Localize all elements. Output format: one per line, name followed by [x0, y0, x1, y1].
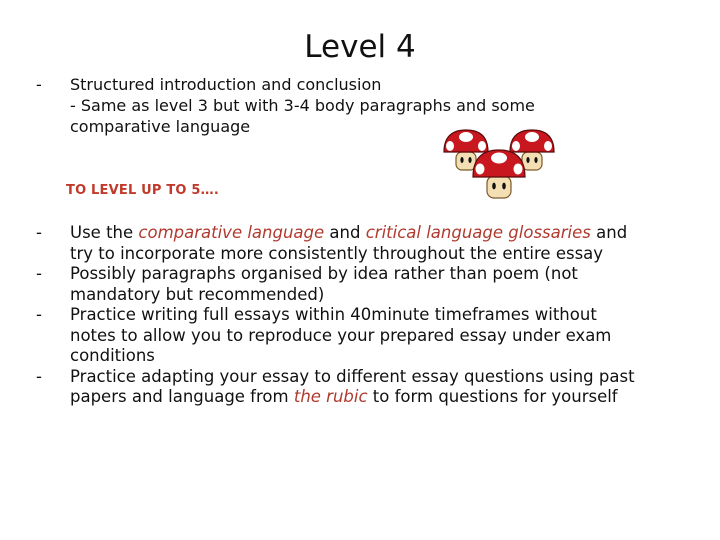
list-item	[30, 223, 700, 264]
list-item	[30, 367, 700, 408]
list-item	[30, 264, 700, 305]
list-item-line: notes to allow you to reproduce your prepared essay under exam	[70, 325, 612, 345]
text-run: papers and language from	[70, 387, 294, 406]
bullet-dash: -	[36, 264, 42, 283]
list-item-line: Practice adapting your essay to different essay questions using past	[70, 366, 635, 386]
intro-line-2: - Same as level 3 but with 3-4 body paragraphs and some	[70, 96, 535, 115]
list-item-line	[70, 387, 700, 408]
text-run: and	[324, 223, 366, 242]
intro-line-3: comparative language	[70, 117, 251, 136]
text-run: Use the	[70, 223, 139, 242]
slide-title-text: Level 4	[304, 29, 416, 65]
text-run: and	[590, 223, 628, 242]
bullet-dash: -	[36, 223, 42, 242]
list-item-line: conditions	[70, 346, 155, 365]
list-item	[30, 305, 700, 367]
intro-line-1: Structured introduction and conclusion	[70, 75, 382, 94]
list-item-line: try to incorporate more consistently throughout the entire essay	[70, 243, 604, 263]
comparative-language-link: comparative language	[138, 223, 325, 242]
rubic-link: the rubic	[293, 387, 368, 406]
bullet-dash: -	[36, 75, 42, 94]
level-up-heading: TO LEVEL UP TO 5….	[66, 183, 219, 198]
bullet-dash: -	[36, 366, 42, 386]
bullet-dash: -	[36, 305, 42, 324]
critical-glossaries-link: critical language glossaries	[365, 223, 591, 242]
main-bullet-list	[30, 223, 700, 408]
list-item-line: Practice writing full essays within 40minute timeframes without	[70, 305, 597, 324]
text-run: to form questions for yourself	[367, 387, 618, 406]
list-item-line	[70, 223, 700, 244]
list-item-line: mandatory but recommended)	[70, 284, 325, 304]
slide-title	[0, 28, 720, 66]
list-item-line: Possibly paragraphs organised by idea rather than poem (not	[70, 264, 578, 283]
mushroom-trio-icon	[440, 126, 558, 206]
mushroom-center-icon	[473, 150, 525, 198]
